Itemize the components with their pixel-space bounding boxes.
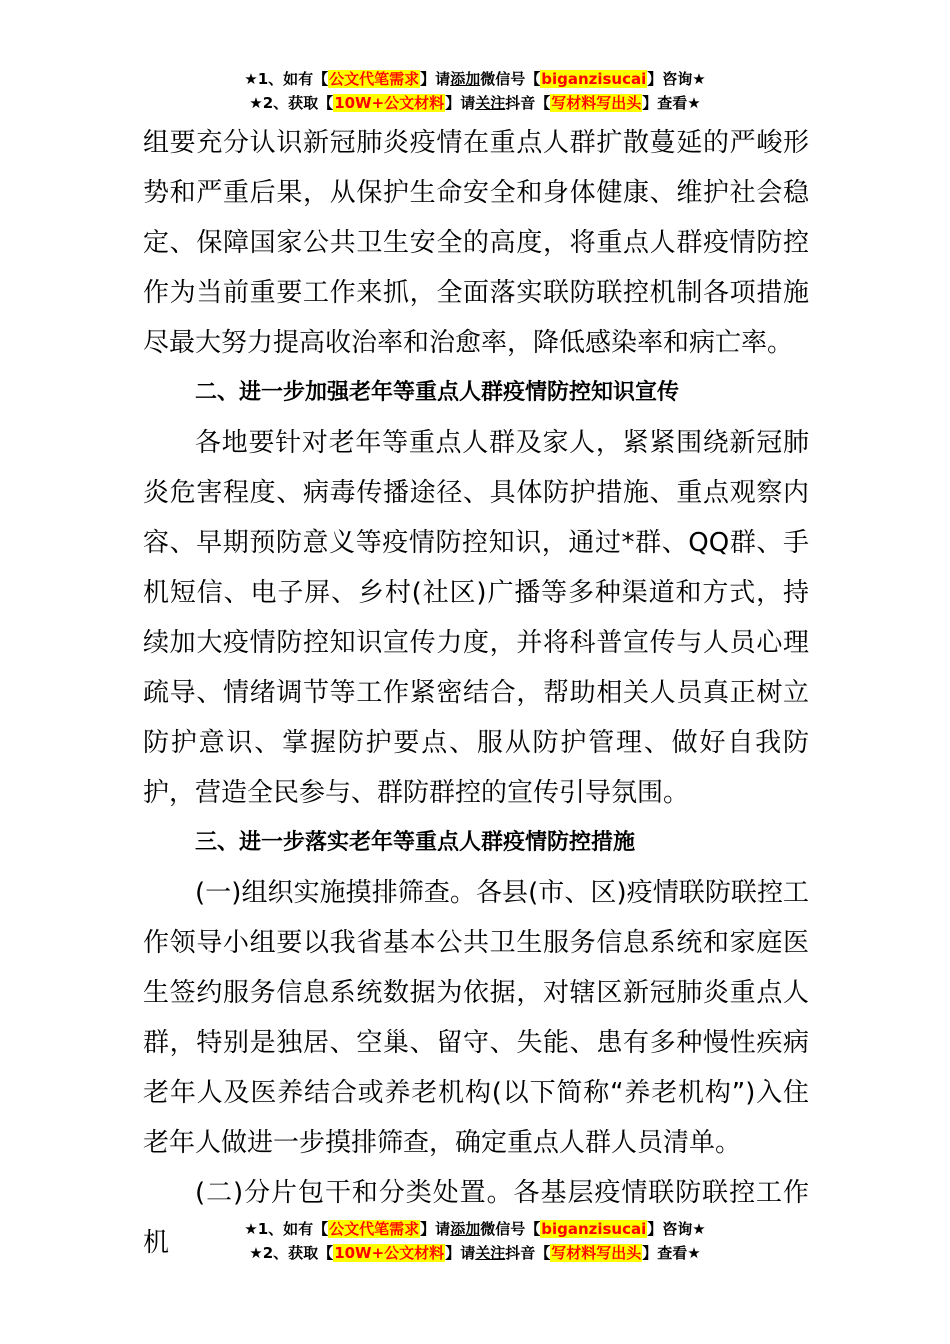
- banner-line-1: [0, 1217, 950, 1241]
- banner-text: 】请: [445, 1244, 476, 1262]
- header-banner: [0, 67, 950, 115]
- paragraph-section-3-item-1: (一)组织实施摸排筛查。各县(市、区)疫情联防联控工作领导小组要以我省基本公共卫生服务信息系统和家庭医生签约服务信息系统数据为依据，对辖区新冠肺炎重点人群，特别是独居、空巢、留守、失能、患有多种慢性疾病老年人及医养结合或养老机构(以下简称“养老机构”)入住老年人做进一步摸排筛查，确定重点人群人员清单。: [143, 878, 809, 1158]
- banner-highlight: 10W+公文材料: [334, 1244, 445, 1262]
- banner-highlight: 公文代笔需求: [329, 1220, 420, 1238]
- banner-underline: 关注: [475, 94, 506, 112]
- banner-wechat-id: biganzisucai: [541, 70, 647, 88]
- banner-douyin-id: 写材料写出头: [551, 1244, 642, 1262]
- banner-text: 】请: [445, 94, 476, 112]
- banner-line-2: [0, 1241, 950, 1265]
- banner-underline: 添加: [450, 70, 481, 88]
- banner-text: 抖音【: [505, 94, 551, 112]
- footer-banner: [0, 1217, 950, 1265]
- banner-text: ★1、如有【: [244, 70, 329, 88]
- section-heading-2: 二、进一步加强老年等重点人群疫情防控知识宣传: [195, 380, 680, 405]
- banner-text: 】请: [420, 1220, 451, 1238]
- banner-text: 微信号【: [480, 70, 541, 88]
- paragraph-continued: 组要充分认识新冠肺炎疫情在重点人群扩散蔓延的严峻形势和严重后果，从保护生命安全和身体健康、维护社会稳定、保障国家公共卫生安全的高度，将重点人群疫情防控作为当前重要工作来抓，全面落实联防联控机制各项措施尽最大努力提高收治率和治愈率，降低感染率和病亡率。: [143, 128, 809, 358]
- banner-underline: 关注: [475, 1244, 506, 1262]
- banner-text: 微信号【: [480, 1220, 541, 1238]
- document-body: [143, 118, 809, 1268]
- banner-text: ★2、获取【: [249, 1244, 334, 1262]
- banner-text: 】咨询★: [647, 70, 706, 88]
- banner-text: 】咨询★: [647, 1220, 706, 1238]
- banner-douyin-id: 写材料写出头: [551, 94, 642, 112]
- banner-text: ★2、获取【: [249, 94, 334, 112]
- banner-text: 】请: [420, 70, 451, 88]
- banner-underline: 添加: [450, 1220, 481, 1238]
- banner-text: 抖音【: [505, 1244, 551, 1262]
- banner-text: ★1、如有【: [244, 1220, 329, 1238]
- banner-highlight: 公文代笔需求: [329, 70, 420, 88]
- banner-line-2: [0, 91, 950, 115]
- paragraph-section-2: 各地要针对老年等重点人群及家人，紧紧围绕新冠肺炎危害程度、病毒传播途径、具体防护措施、重点观察内容、早期预防意义等疫情防控知识，通过*群、QQ群、手机短信、电子屏、乡村(社区)广播等多种渠道和方式，持续加大疫情防控知识宣传力度，并将科普宣传与人员心理疏导、情绪调节等工作紧密结合，帮助相关人员真正树立防护意识、掌握防护要点、服从防护管理、做好自我防护，营造全民参与、群防群控的宣传引导氛围。: [143, 428, 809, 808]
- section-heading-3: 三、进一步落实老年等重点人群疫情防控措施: [195, 830, 636, 855]
- banner-text: 】查看★: [642, 94, 701, 112]
- banner-highlight: 10W+公文材料: [334, 94, 445, 112]
- banner-wechat-id: biganzisucai: [541, 1220, 647, 1238]
- banner-line-1: [0, 67, 950, 91]
- paragraph-section-3-item-2: (二)分片包干和分类处置。各基层疫情联防联控工作机: [143, 1178, 809, 1258]
- banner-text: 】查看★: [642, 1244, 701, 1262]
